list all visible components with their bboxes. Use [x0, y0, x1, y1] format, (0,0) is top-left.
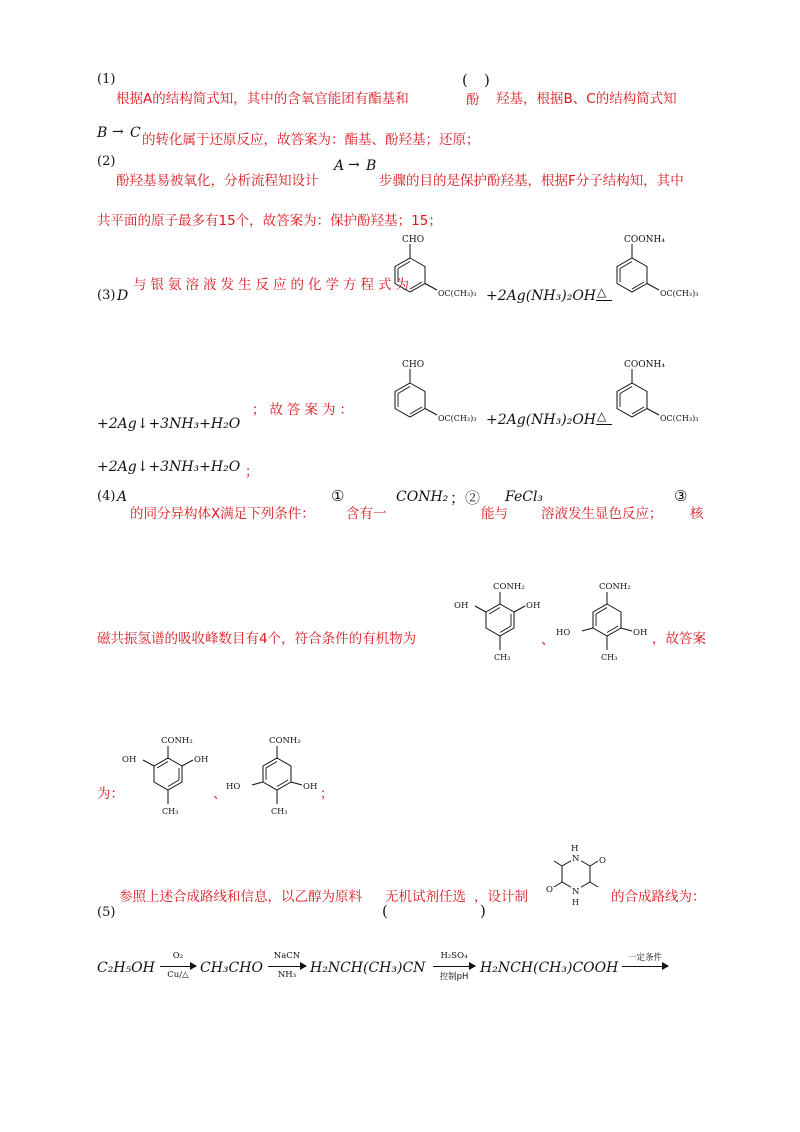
- molecule-ammonium-salt-1: [600, 230, 712, 308]
- part3-semicolon: ；: [245, 464, 259, 480]
- label-o-top: O: [599, 856, 606, 866]
- route-arrow-1-above: O₂: [172, 951, 184, 961]
- part4-end: ；: [320, 786, 334, 802]
- label-oh: OH: [633, 628, 648, 638]
- molecule-isomer-2b: [222, 732, 332, 832]
- molecule-isomer-2a: [552, 578, 662, 678]
- label-conh2: CONH₂: [161, 736, 193, 746]
- route-arrow-3-above: H₂SO₄: [440, 951, 468, 961]
- route-arrow-1-below: Cu/△: [167, 970, 189, 980]
- label-oh-left: OH: [122, 755, 137, 765]
- route-arrow-2: [268, 953, 306, 983]
- part4-sep-2: 、: [213, 786, 227, 802]
- route-aminonitrile: H₂NCH(CH₃)CN: [310, 960, 426, 976]
- part4-c1-text: 含有一: [346, 506, 387, 522]
- label-n-top: N: [572, 854, 580, 864]
- part4-fecl3: FeCl₃: [505, 489, 544, 505]
- part4-text1: 的同分异构体X满足下列条件：: [130, 506, 315, 522]
- label-ch3: CH₃: [271, 807, 288, 816]
- part4-c1: ①: [331, 487, 345, 505]
- part5-text3: 的合成路线为：: [611, 889, 706, 905]
- part4-c2-text: 能与: [481, 506, 508, 522]
- part1-paren-close: ): [484, 71, 490, 89]
- part5-paren-close: ): [480, 902, 486, 920]
- part2-line1a: 酚羟基易被氧化，分析流程知设计: [116, 173, 319, 189]
- part4-wei: 为：: [97, 786, 124, 802]
- part1-line2: 的转化属于还原反应，故答案为：酯基、酚羟基；还原；: [142, 132, 480, 148]
- part1-fen: 酚: [466, 92, 480, 108]
- route-arrow-4-above: 一定条件: [627, 953, 662, 963]
- label-ho: HO: [556, 628, 571, 638]
- part4-c2: ；②: [450, 489, 481, 507]
- label-oh-right: OH: [194, 755, 209, 765]
- label-cho: CHO: [402, 360, 425, 370]
- label-conh2: CONH₂: [493, 582, 525, 592]
- route-arrow-4: [622, 953, 668, 983]
- route-arrow-2-above: NaCN: [273, 951, 301, 961]
- molecule-diketopiperazine: [536, 842, 616, 917]
- part3-reagent: +2Ag(NH₃)₂OH: [486, 288, 597, 304]
- label-h-bottom: H: [572, 898, 579, 907]
- route-arrow-2-below: NH₃: [277, 970, 297, 980]
- part2-math-a: A: [334, 158, 345, 174]
- label-tbuo: OC(CH₃)₃: [660, 289, 699, 298]
- part5-text1: 参照上述合成路线和信息，以乙醇为原料: [119, 889, 362, 905]
- part4-line2: 磁共振氢谱的吸收峰数目有4个，符合条件的有机物为: [97, 631, 417, 647]
- part2-math-b: B: [366, 158, 377, 174]
- part2-line2: 共平面的原子最多有15个，故答案为：保护酚羟基；15；: [97, 213, 442, 229]
- label-ho: HO: [226, 782, 241, 792]
- label-ch3: CH₃: [494, 653, 511, 662]
- part1-line1b: 羟基，根据B、C的结构简式知: [496, 91, 677, 107]
- label-conh2: CONH₂: [269, 736, 301, 746]
- label-coonh4: COONH₄: [624, 360, 665, 370]
- part5-inorganic: 无机试剂任选: [385, 889, 466, 905]
- part1-line1a: 根据A的结构简式知，其中的含氧官能团有酯基和: [116, 91, 409, 107]
- part3-delta-1: △: [597, 285, 607, 299]
- part3-products-2: +2Ag↓+3NH₃+H₂O: [97, 459, 241, 475]
- label-oh-left: OH: [454, 601, 469, 611]
- part4-c2-text2: 溶液发生显色反应；: [541, 506, 663, 522]
- part4-a: A: [117, 489, 128, 505]
- part2-line1b: 步骤的目的是保护酚羟基，根据F分子结构知，其中: [379, 173, 684, 189]
- part3-text1: 与银氨溶液发生反应的化学方程式为: [133, 277, 413, 293]
- molecule-aldehyde-1: [378, 232, 488, 307]
- part3-delta-2: △: [597, 409, 607, 423]
- label-tbuo: OC(CH₃)₃: [660, 414, 699, 423]
- part1-number: (1): [97, 72, 116, 87]
- part1-math-c: C: [130, 125, 141, 141]
- part4-c3-text: 核: [690, 506, 704, 522]
- part4-sep-1: 、: [541, 632, 555, 648]
- part1-math-arrow: →: [112, 124, 124, 140]
- route-c2h5oh: C₂H₅OH: [97, 960, 155, 976]
- part3-answer-label: ；故答案为：: [252, 402, 357, 418]
- molecule-ammonium-salt-2: [600, 355, 712, 433]
- part2-math-arrow: →: [348, 157, 360, 173]
- label-conh2: CONH₂: [599, 582, 631, 592]
- molecule-isomer-1a: [450, 578, 545, 678]
- label-h-top: H: [571, 844, 579, 854]
- part1-paren-open: (: [462, 71, 468, 89]
- molecule-isomer-1b: [118, 732, 213, 832]
- part5-paren-open: (: [382, 902, 388, 920]
- part1-math-b: B: [97, 125, 108, 141]
- label-tbuo: OC(CH₃)₃: [438, 289, 477, 298]
- label-n-bottom: N: [572, 887, 580, 897]
- part3-reagent-2: +2Ag(NH₃)₂OH: [486, 412, 597, 428]
- label-ch3: CH₃: [162, 807, 179, 816]
- part2-number: (2): [97, 154, 116, 169]
- label-ch3: CH₃: [601, 653, 618, 662]
- part4-line2-end: ，故答案: [652, 631, 706, 647]
- label-tbuo: OC(CH₃)₃: [438, 414, 477, 423]
- route-ch3cho: CH₃CHO: [200, 960, 263, 976]
- part5-number: (5): [97, 905, 116, 920]
- molecule-aldehyde-2: [378, 357, 488, 432]
- label-o-bottom: O: [546, 885, 553, 895]
- part5-text2: ，设计制: [474, 889, 528, 905]
- route-arrow-1: [160, 953, 196, 983]
- part3-products-1: +2Ag↓+3NH₃+H₂O: [97, 416, 241, 432]
- route-alanine: H₂NCH(CH₃)COOH: [480, 960, 619, 976]
- label-oh: OH: [303, 782, 318, 792]
- route-arrow-3-below: 控制pH: [439, 972, 469, 982]
- label-oh-right: OH: [526, 601, 541, 611]
- route-arrow-3: [433, 953, 475, 983]
- label-cho: CHO: [402, 235, 425, 245]
- part4-conh2: CONH₂: [396, 489, 449, 505]
- label-coonh4: COONH₄: [624, 235, 665, 245]
- part3-number: (3): [97, 288, 116, 303]
- part3-d: D: [117, 288, 129, 304]
- part4-c3: ③: [674, 487, 688, 505]
- part4-number: (4): [97, 489, 116, 504]
